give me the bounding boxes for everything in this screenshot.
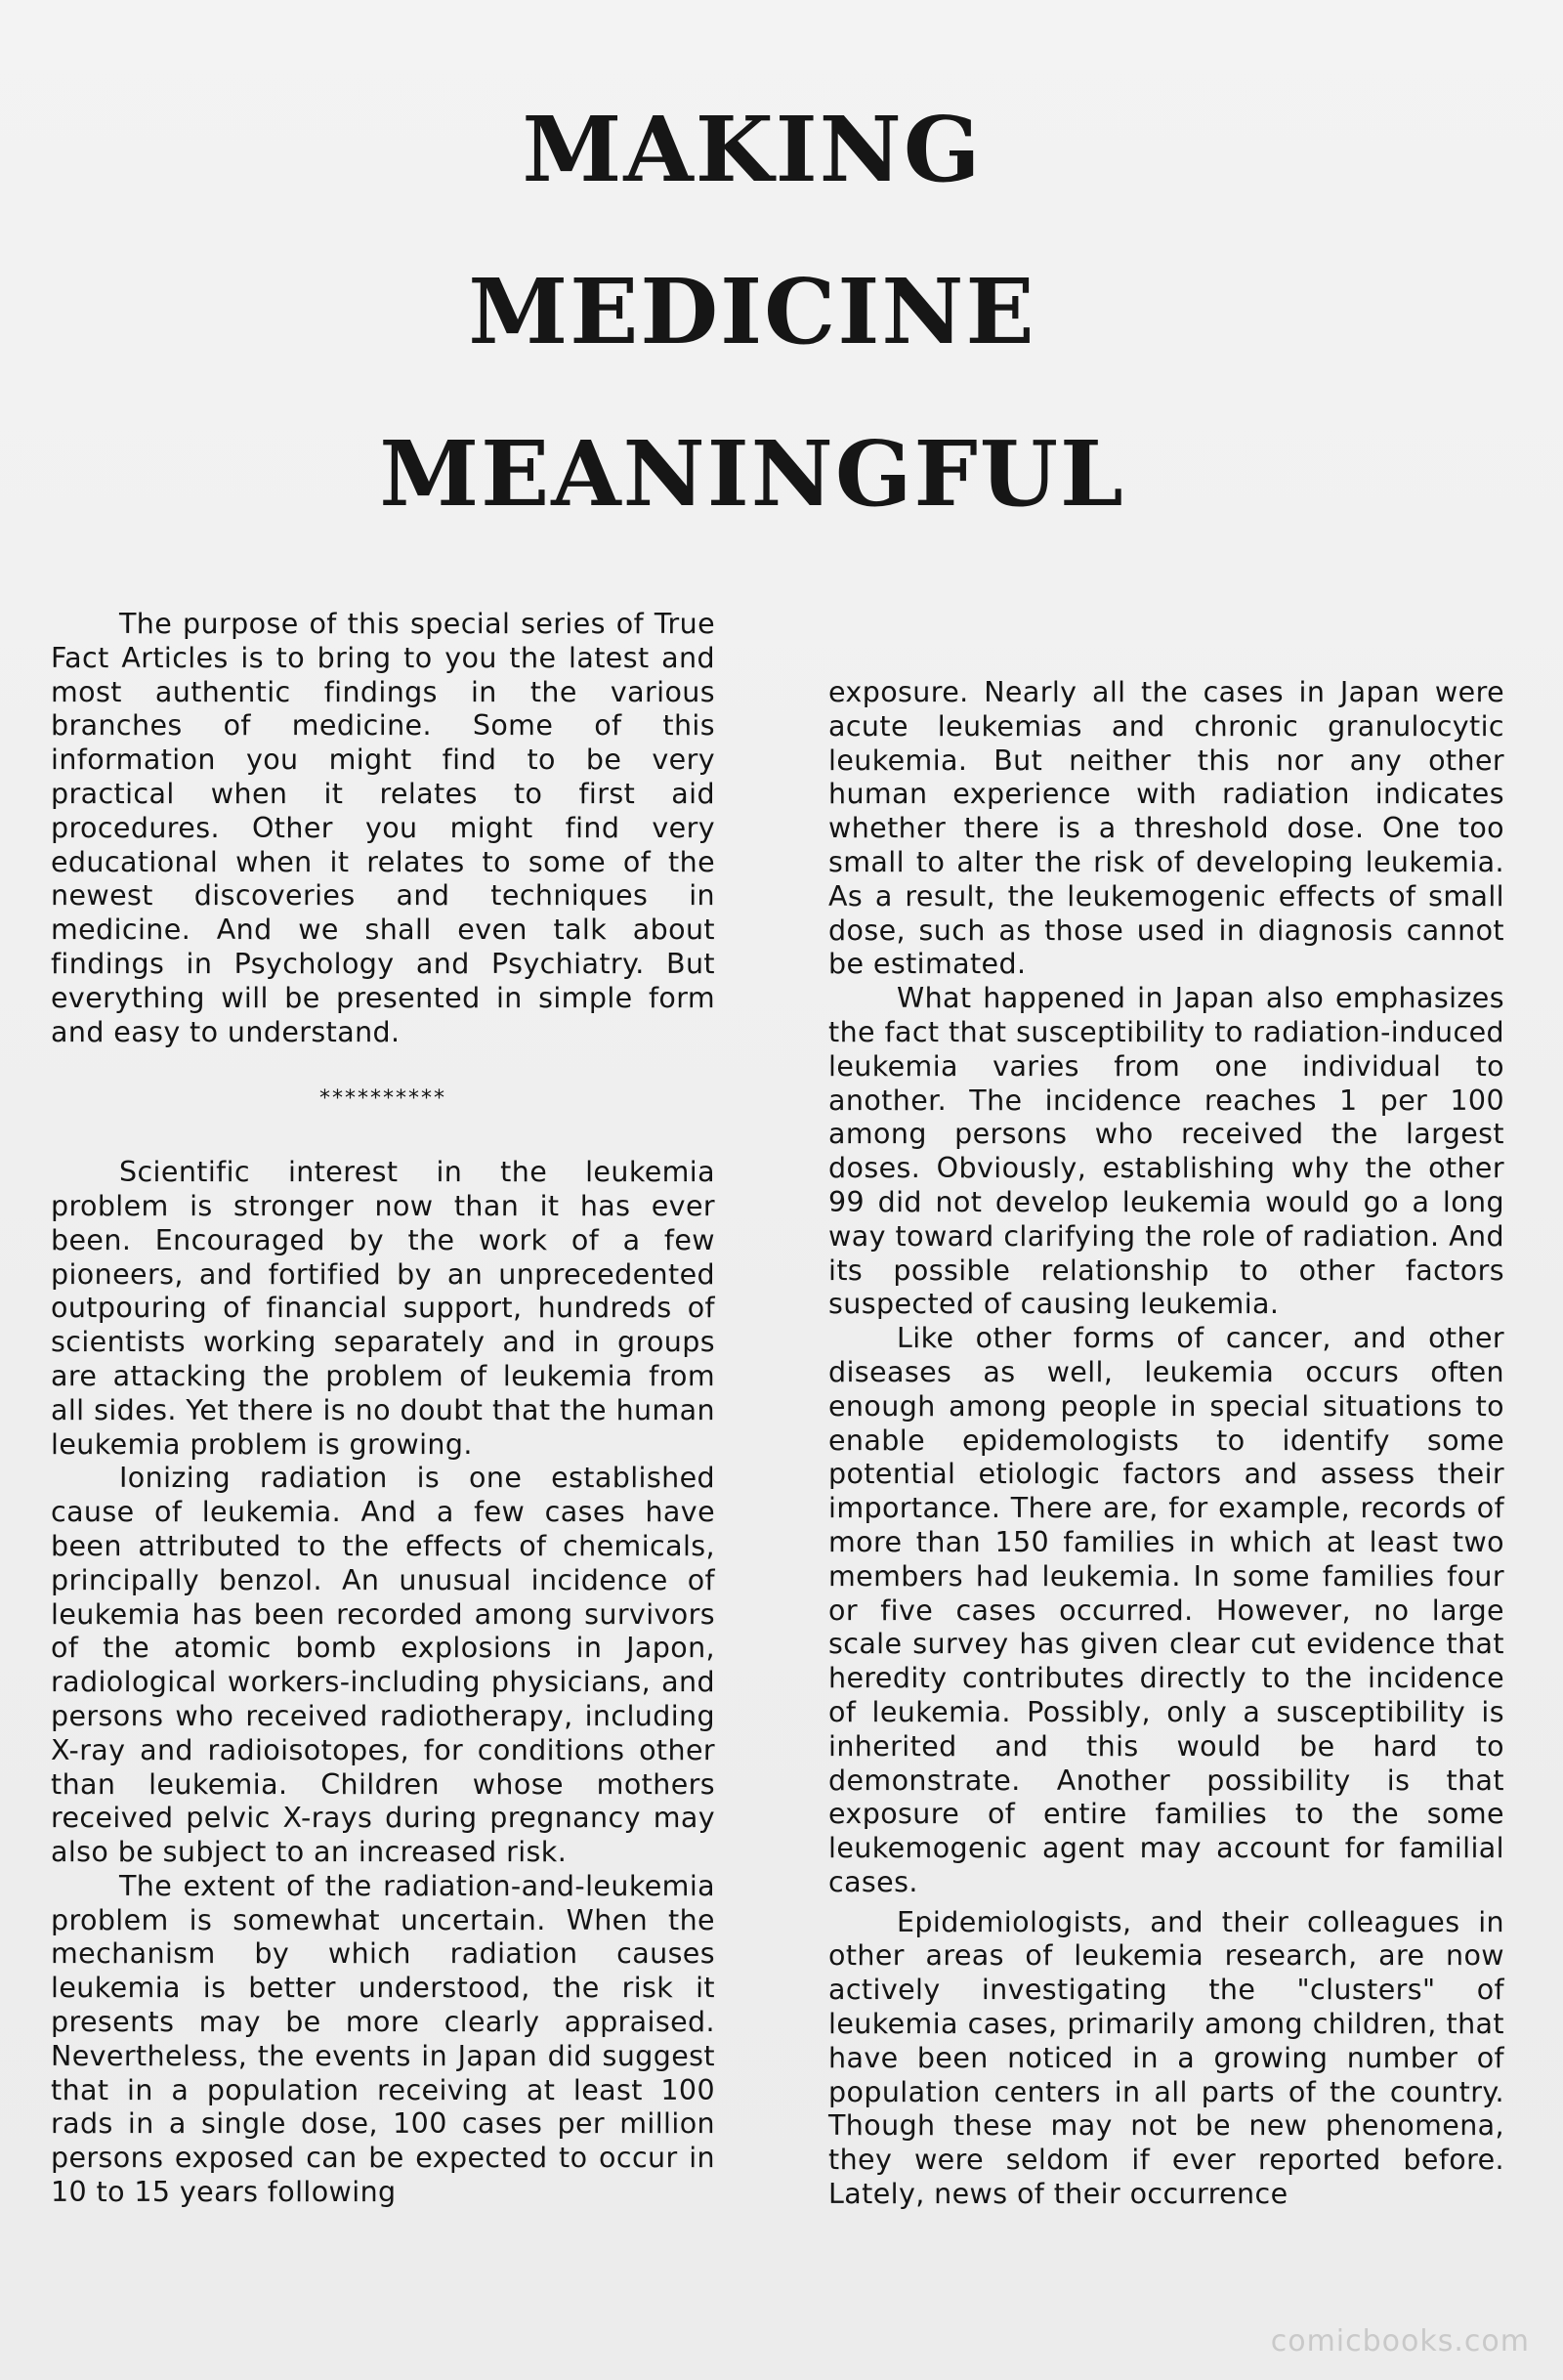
page-title [0, 68, 1504, 555]
body-paragraph: Ionizing radiation is one established cause of leukemia. And a few cases have been attributed to the effects of chemicals, principally benzol. An unusual incidence of leukemia has been recorded among survivors of the atomic bomb explosions in Japon, radiological workers-including physicians, and persons who received radiotherapy, including X-ray and radioisotopes, for conditions other than leukemia. Children whose mothers received pelvic X-rays during pregnancy may also be subject to an increased risk. [51, 1462, 715, 1869]
title-line-1: MAKING [522, 97, 983, 202]
title-line-3: MEANINGFUL [379, 421, 1125, 527]
body-paragraph: exposure. Nearly all the cases in Japan were acute leukemias and chronic granulocytic leukemia. But neither this nor any other human experience with radiation indicates whether there is a threshold dose. One too small to alter the risk of developing leukemia. As a result, the leukemogenic effects of small dose, such as those used in diagnosis cannot be estimated. [828, 676, 1504, 981]
left-column [51, 608, 715, 2210]
body-paragraph: The extent of the radiation-and-leukemia problem is somewhat uncertain. When the mechanism by which radiation causes leukemia is better understood, the risk it presents may be more clearly appraised. Nevertheless, the events in Japan did suggest that in a population receiving at least 100 rads in a single dose, 100 cases per million persons exposed can be expected to occur in 10 to 15 years following [51, 1869, 715, 2209]
body-paragraph: What happened in Japan also emphasizes the fact that susceptibility to radiation-induced leukemia varies from one individual to another. The incidence reaches 1 per 100 among persons who received the largest doses. Obviously, establishing why the other 99 did not develop leukemia would go a long way toward clarifying the role of radiation. And its possible relationship to other factors suspected of causing leukemia. [828, 982, 1504, 1321]
section-separator: ********** [319, 1086, 446, 1112]
body-paragraph: Epidemiologists, and their colleagues in other areas of leukemia research, are now actively investigating the "clusters" of leukemia cases, primarily among children, that have been noticed in a growing number of population centers in all parts of the country. Though these may not be new phenomena, they were seldom if ever reported before. Lately, news of their occurrence [828, 1905, 1504, 2211]
site-watermark: comicbooks.com [1270, 2324, 1530, 2359]
intro-paragraph: The purpose of this special series of True Fact Articles is to bring to you the latest and most authentic findings in the various branches of medicine. Some of this information you might find to be very practical when it relates to first aid procedures. Other you might find very educational when it relates to some of the newest discoveries and techniques in medicine. And we shall even talk about findings in Psychology and Psychiatry. But everything will be presented in simple form and easy to understand. [51, 608, 715, 1048]
body-paragraph: Like other forms of cancer, and other diseases as well, leukemia occurs often enough among people in special situations to enable epidemologists to identify some potential etiologic factors and assess their importance. There are, for example, records of more than 150 families in which at least two members had leukemia. In some families four or five cases occurred. However, no large scale survey has given clear cut evidence that heredity contributes directly to the incidence of leukemia. Possibly, only a susceptibility is inherited and this would be hard to demonstrate. Another possibility is that exposure of entire families to the some leukemogenic agent may account for familial cases. [828, 1322, 1504, 1898]
body-paragraph: Scientific interest in the leukemia problem is stronger now than it has ever been. Encouraged by the work of a few pioneers, and fortified by an unprecedented outpouring of financial support, hundreds of scientists working separately and in groups are attacking the problem of leukemia from all sides. Yet there is no doubt that the human leukemia problem is growing. [51, 1156, 715, 1461]
right-column [828, 676, 1504, 2212]
title-line-2: MEDICINE [468, 259, 1036, 364]
